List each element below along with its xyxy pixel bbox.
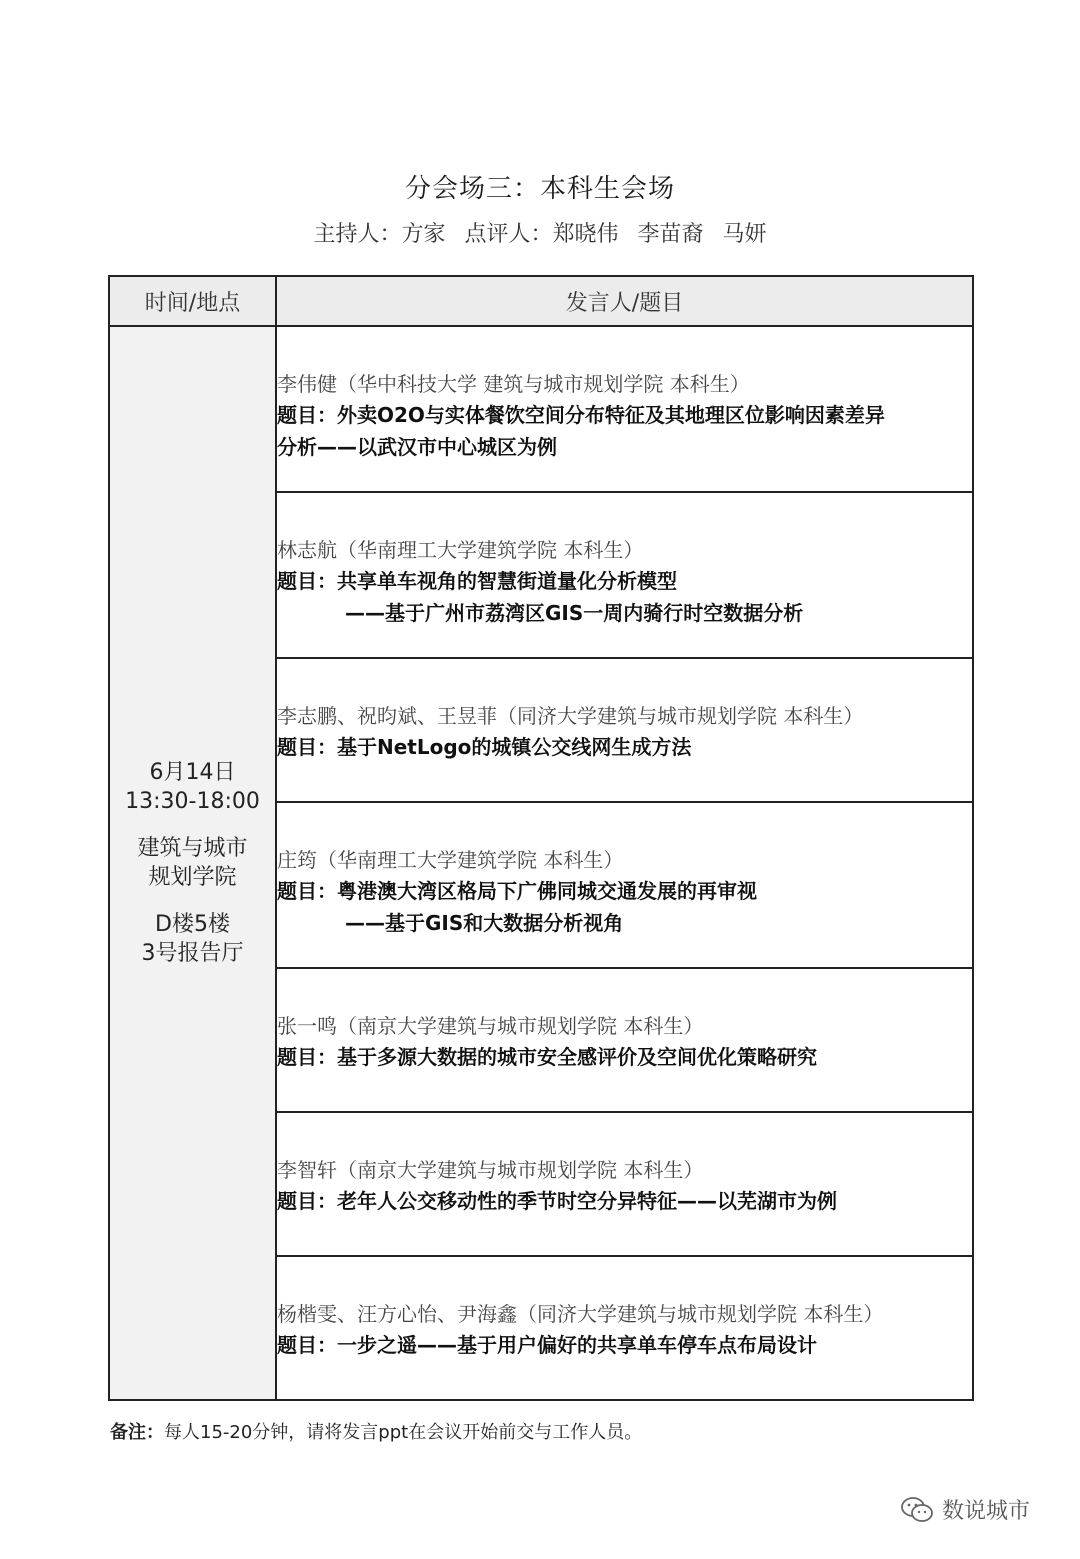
speaker: 杨楷雯、汪方心怡、尹海鑫（同济大学建筑与城市规划学院 本科生）: [277, 1302, 884, 1326]
talk-cell: [276, 492, 973, 658]
schedule-table: [108, 275, 974, 1401]
venue-line-1: 建筑与城市: [137, 836, 248, 861]
speaker: 林志航（华南理工大学建筑学院 本科生）: [277, 538, 644, 562]
talk-cell: [276, 1256, 973, 1400]
table-header: [109, 276, 973, 326]
topic: 题目：粤港澳大湾区格局下广佛同城交通发展的再审视: [277, 879, 757, 903]
room-line-2: 3号报告厅: [141, 941, 244, 966]
footnote-label: 备注：: [110, 1422, 164, 1443]
table-row: [109, 326, 973, 492]
talk-cell: [276, 1112, 973, 1256]
talk-cell: [276, 802, 973, 968]
talk-cell: [276, 326, 973, 492]
topic: 题目：共享单车视角的智慧街道量化分析模型: [277, 569, 677, 593]
topic-subtitle: ——基于GIS和大数据分析视角: [345, 911, 624, 935]
watermark: [900, 1494, 1030, 1525]
speaker: 李智轩（南京大学建筑与城市规划学院 本科生）: [277, 1158, 704, 1182]
topic: 题目：基于多源大数据的城市安全感评价及空间优化策略研究: [277, 1045, 817, 1069]
watermark-text: 数说城市: [942, 1499, 1031, 1524]
topic: 题目：外卖O2O与实体餐饮空间分布特征及其地理区位影响因素差异: [277, 403, 885, 427]
topic: 题目：老年人公交移动性的季节时空分异特征——以芜湖市为例: [277, 1189, 837, 1213]
speaker: 李志鹏、祝昀斌、王昱菲（同济大学建筑与城市规划学院 本科生）: [277, 704, 864, 728]
speaker: 庄筠（华南理工大学建筑学院 本科生）: [277, 848, 624, 872]
wechat-icon: [900, 1495, 934, 1525]
room-line-1: D楼5楼: [155, 912, 230, 937]
reviewer-3: 马妍: [722, 222, 767, 247]
talk-cell: [276, 968, 973, 1112]
footnote-text: 每人15-20分钟，请将发言ppt在会议开始前交与工作人员。: [164, 1422, 643, 1443]
time: 13:30-18:00: [125, 789, 260, 814]
reviewer-1: 点评人：郑晓伟: [464, 222, 619, 247]
footnote: [110, 1418, 642, 1444]
speaker: 李伟健（华中科技大学 建筑与城市规划学院 本科生）: [277, 372, 750, 396]
talk-cell: [276, 658, 973, 802]
venue-line-2: 规划学院: [148, 865, 237, 890]
header-time-place: 时间/地点: [109, 276, 276, 326]
topic: 题目：一步之遥——基于用户偏好的共享单车停车点布局设计: [277, 1333, 817, 1357]
header-speaker-topic: 发言人/题目: [276, 276, 973, 326]
host: 主持人：方家: [313, 222, 446, 247]
time-place-cell: [109, 326, 276, 1400]
date: 6月14日: [149, 760, 236, 785]
speaker: 张一鸣（南京大学建筑与城市规划学院 本科生）: [277, 1014, 704, 1038]
page-title: 分会场三：本科生会场: [404, 174, 675, 204]
topic: 题目：基于NetLogo的城镇公交线网生成方法: [277, 735, 692, 759]
hosts-line: [0, 217, 1080, 248]
topic-continued: 分析——以武汉市中心城区为例: [277, 435, 557, 459]
reviewer-2: 李苗裔: [637, 222, 704, 247]
topic-subtitle: ——基于广州市荔湾区GIS一周内骑行时空数据分析: [345, 601, 804, 625]
